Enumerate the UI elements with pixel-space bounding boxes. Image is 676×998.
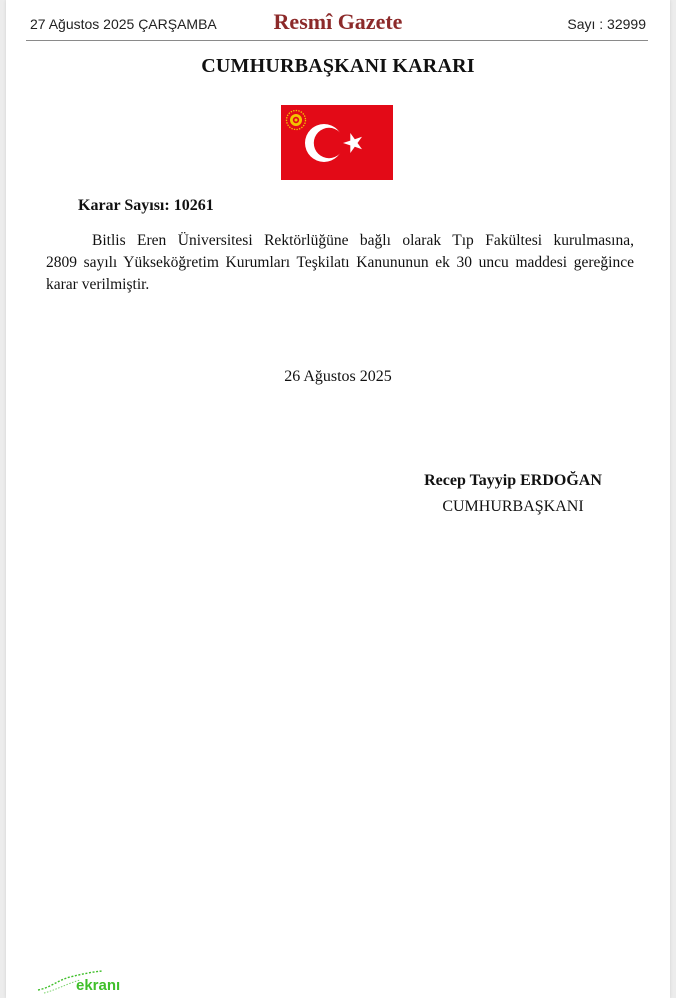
turkish-flag-icon [281,105,393,180]
gazette-page [6,0,670,998]
signatory-name: Recep Tayyip ERDOĞAN [424,472,602,489]
gazette-title: Resmî Gazete [273,9,403,34]
watermark-logo-icon [36,968,146,996]
signatory-title: CUMHURBAŞKANI [442,498,584,515]
gazette-date: 27 Ağustos 2025 ÇARŞAMBA [30,16,217,32]
body-line: karar verilmiştir. [46,276,150,293]
decision-body [46,230,634,296]
document-heading: CUMHURBAŞKANI KARARI [201,55,475,77]
decision-number: Karar Sayısı: 10261 [78,197,214,214]
gazette-issue-number: Sayı : 32999 [567,16,646,32]
body-line: Bitlis Eren Üniversitesi Rektörlüğüne bağlı olarak Tıp Fakültesi kurulmasına, [92,232,634,249]
header-divider [26,40,648,41]
body-line: 2809 sayılı Yükseköğretim Kurumları Teşkilatı Kanununun ek 30 uncu maddesi gereğince [46,254,634,271]
watermark-text: ekranı [76,977,121,994]
decision-date: 26 Ağustos 2025 [284,368,392,385]
